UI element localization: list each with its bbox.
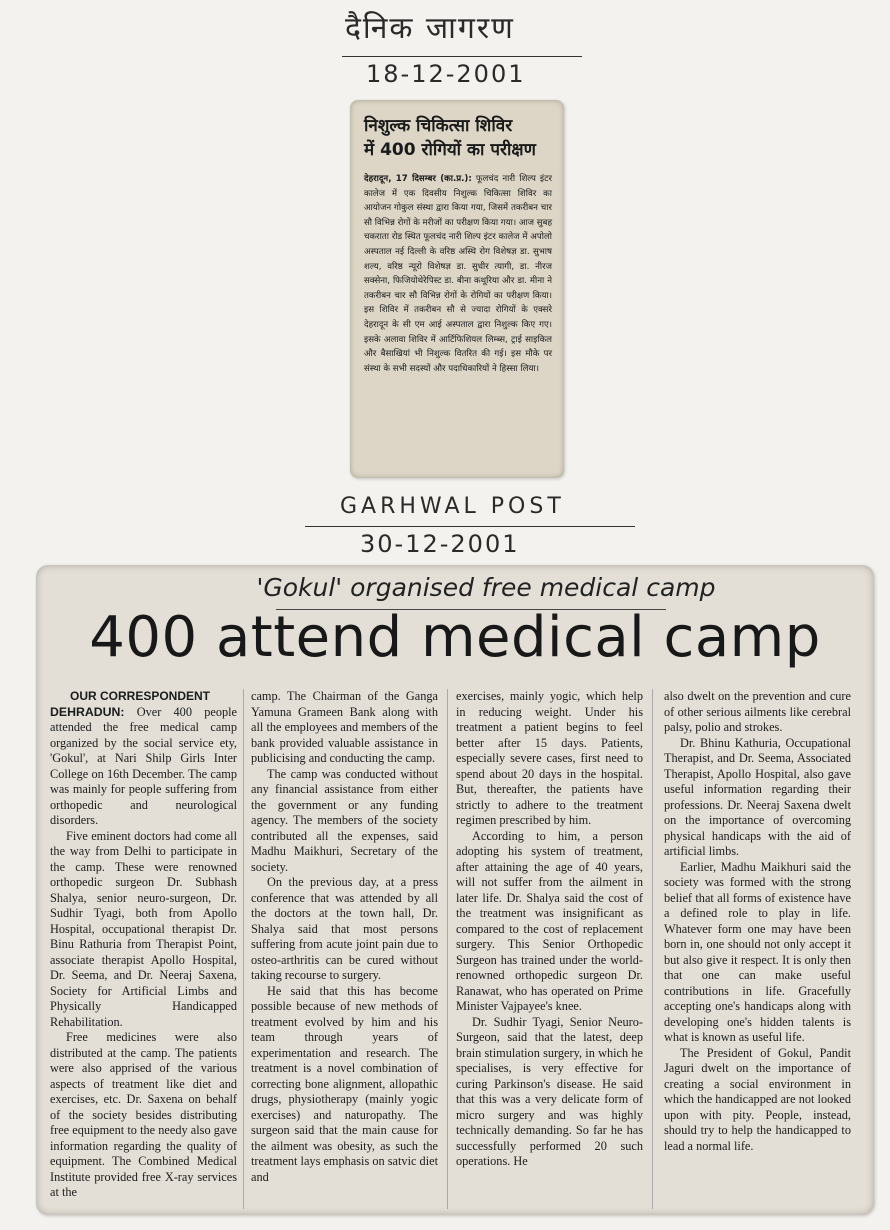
column-paragraph: Free medicines were also distributed at the camp. The patients were also apprised of the various aspects of treatment like diet and exercises, etc. Dr. Saxena on behalf of the society besides distributing free equipment to the needy also gave information regarding the quality of equipment. The Combined Medical Institute provided free X-ray services at the	[50, 1030, 237, 1199]
article-column-4	[664, 689, 851, 1154]
english-paper-name: GARHWAL POST	[340, 494, 565, 519]
hindi-dateline: देहरादून, 17 दिसम्बर (का.प्र.):	[364, 174, 472, 184]
column-paragraph: On the previous day, at a press conference that was attended by all the doctors at the town hall, Dr. Shalya said that most persons suffering from acute joint pain due to osteo-arthritis can be cured without taking recourse to surgery.	[251, 875, 438, 982]
article-column-2	[251, 689, 438, 1185]
hindi-body-text: फूलचंद नारी शिल्प इंटर कालेज में एक दिवसीय निशुल्क चिकित्सा शिविर का आयोजन गोकुल संस्था द्वारा किया गया, जिसमें तकरीबन चार सौ विभिन्न रोगों के मरीजों का परीक्षण किया गया। आज सुबह चकराता रोड स्थित फूलचंद नारी शिल्प इंटर कालेज में अपोलो अस्पताल नई दिल्ली के वरिष्ठ अस्थि रोग विशेषज्ञ डा. सुभाष शल्य, वरिष्ठ न्यूरो विशेषज्ञ डा. सुधीर त्यागी, डा. नीरज सक्सेना, फिजियोथेरेपिस्ट डा. बीना कथूरिया और डा. मीना ने तकरीबन चार सौ विभिन्न रोगों के रोगियों का परीक्षण किया। इस शिविर में तकरीबन सौ से ज्यादा रोगियों के एक्सरे देहरादून के सी एम आई अस्पताल द्वारा निशुल्क किए गए। इसके अलावा शिविर में आर्टिफिशियल लिम्ब्स, ट्राई साइकिल और बैसाखियां भी निशुल्क वितरित की गई। इस मौके पर संस्था के सभी सदस्यों और पदाधिकारियों ने हिस्सा लिया।	[364, 174, 553, 374]
article-kicker: 'Gokul' organised free medical camp	[256, 573, 716, 602]
hindi-article-body	[364, 172, 552, 376]
column-paragraph: Five eminent doctors had come all the way from Delhi to participate in the camp. These were renowned orthopedic surgeon Dr. Subhash Shalya, senior neuro-surgeon, Dr. Sudhir Tyagi, both from Apollo Hospital, occupational therapist Dr. Binu Rathuria from Therapist Point, associate therapist Apollo Hospital, Dr. Seema, and Dr. Neeraj Saxena, Society for Artificial Limbs and Physically Handicapped Rehabilitation.	[50, 828, 237, 1029]
column-paragraph: also dwelt on the prevention and cure of other serious ailments like cerebral palsy, polio and strokes.	[664, 689, 851, 734]
dateline: DEHRADUN:	[50, 704, 125, 719]
column-paragraph: exercises, mainly yogic, which help in reducing weight. Under his treatment a patient begins to feel better after 15 days. Patients, especially severe cases, first need to spend about 20 days in the hospital. But, thereafter, the patients have strictly to adhere to the treatment regimen prescribed by him.	[456, 689, 643, 827]
column-paragraph: He said that this has become possible because of new methods of treatment evolved by him and his team through years of experimentation and research. The treatment is a novel combination of correcting bone alignment, allopathic drugs, physiotherapy (mainly yogic exercises) and naturopathy. The surgeon said that the main cause for the ailment was obesity, as such the treatment lays emphasis on satvic diet and	[251, 983, 438, 1184]
byline: OUR CORRESPONDENT	[70, 689, 211, 703]
english-clip-date: 30-12-2001	[360, 530, 520, 558]
column-divider	[243, 689, 244, 1209]
column-paragraph: The camp was conducted without any financial assistance from either the government or any funding agency. The members of the society contributed all the expenses, said Madhu Maikhuri, Secretary of the society.	[251, 766, 438, 874]
paragraph-text: Over 400 people attended the free medical camp organized by the social service ety, 'Gokul', at Nari Shilp Girls Inter College on 16th December. The camp was mainly for people suffering from orthopedic and neurological disorders.	[50, 704, 237, 827]
column-paragraph: Dr. Bhinu Kathuria, Occupational Therapist, and Dr. Seema, Associated Therapist, Apollo Hospital, also gave useful information regarding their professions. Dr. Neeraj Saxena dwelt on the importance of overcoming physical handicaps with the aid of artificial limbs.	[664, 735, 851, 858]
hindi-clip-date: 18-12-2001	[366, 60, 526, 88]
column-paragraph: According to him, a person adopting his system of treatment, after attaining the age of 40 years, will not suffer from the ailment in later life. Dr. Shalya said the cost of the treatment was insignificant as compared to the cost of replacement surgery. This Senior Orthopedic Surgeon has trained under the world-renowned orthopedic surgeon Dr. Ranawat, who has operated on Prime Minister Vajpayee's knee.	[456, 828, 643, 1013]
column-paragraph	[50, 705, 237, 829]
hindi-paper-name: दैनिक जागरण	[345, 11, 515, 46]
column-divider	[447, 689, 448, 1209]
column-divider	[652, 689, 653, 1209]
hindi-newspaper-clipping	[350, 100, 564, 478]
column-paragraph: camp. The Chairman of the Ganga Yamuna Grameen Bank along with all the employees and members of the bank provided valuable assistance in publicising and conducting the camp.	[251, 689, 438, 765]
article-column-1	[50, 689, 237, 1201]
column-paragraph: Dr. Sudhir Tyagi, Senior Neuro-Surgeon, said that the latest, deep brain stimulation surgery, in which he specialises, is very effective for curing Parkinson's disease. He said that this was a very delicate form of micro surgery and was highly technically demanding. So far he has successfully performed 20 such operations. He	[456, 1014, 643, 1168]
hindi-paper-underline	[342, 56, 582, 57]
article-column-3	[456, 689, 643, 1170]
article-headline: 400 attend medical camp	[89, 605, 821, 670]
english-paper-underline	[305, 526, 635, 527]
column-paragraph: The President of Gokul, Pandit Jaguri dwelt on the importance of creating a social environment in which the handicapped are not looked upon with pity. People, instead, should try to help the handicapped to lead a normal life.	[664, 1045, 851, 1153]
column-paragraph: Earlier, Madhu Maikhuri said the society was formed with the strong belief that all forms of existence have a defined role to play in life. Whatever form one may have been born in, one should not only accept it but also give it respect. It is only then that one can make useful contributions in life. Gracefully accepting one's handicaps along with developing one's hidden talents is what is known as useful life.	[664, 859, 851, 1044]
hindi-headline-line1: निशुल्क चिकित्सा शिविर	[364, 116, 513, 136]
hindi-headline-line2: में 400 रोगियों का परीक्षण	[364, 140, 536, 160]
english-newspaper-clipping	[36, 565, 874, 1215]
